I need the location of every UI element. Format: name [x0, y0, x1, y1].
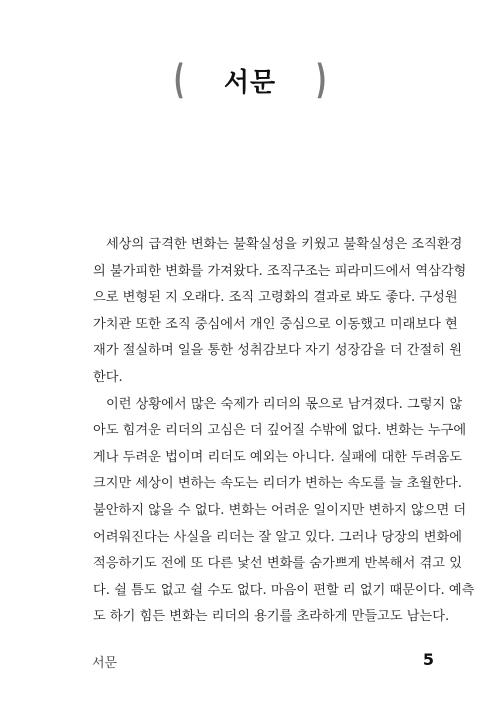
text-line: 가치관 또한 조직 중심에서 개인 중심으로 이동했고 미래보다 현: [93, 316, 458, 332]
paragraph-2: [93, 392, 475, 631]
text-line: 아도 힘겨운 리더의 고심은 더 깊어질 수밖에 없다. 변화는 누구에: [93, 423, 467, 439]
text-line: 한다.: [93, 369, 123, 385]
right-bracket-ornament: ): [315, 57, 327, 103]
text-line: 으로 변형된 지 오래다. 조직 고령화의 결과로 봐도 좋다. 구성원: [93, 290, 458, 306]
text-line: 의 불가피한 변화를 가져왔다. 조직구조는 피라미드에서 역삼각형: [93, 263, 467, 279]
text-line: 게나 두려운 법이며 리더도 예외는 아니다. 실패에 대한 두려움도: [93, 449, 462, 465]
footer-section-label: 서문: [92, 656, 118, 671]
text-line: 도 하기 힘든 변화는 리더의 용기를 초라하게 만들고도 남는다.: [93, 609, 450, 625]
left-bracket-ornament: (: [173, 57, 185, 103]
page-title: 서문: [223, 67, 277, 98]
text-line: 크지만 세상이 변하는 속도는 리더가 변하는 속도를 늘 초월한다.: [93, 476, 462, 492]
text-line: 적응하기도 전에 또 다른 낯선 변화를 숨가쁘게 반복해서 겪고 있: [93, 556, 462, 572]
page-number: 5: [422, 650, 434, 669]
text-line: 세상의 급격한 변화는 불확실성을 키웠고 불확실성은 조직환경: [106, 237, 463, 252]
text-line: 어려워진다는 사실을 리더는 잘 알고 있다. 그러나 당장의 변화에: [93, 529, 462, 545]
paragraph-1: [93, 232, 467, 392]
text-line: 불안하지 않을 수 없다. 변화는 어려운 일이지만 변하지 않으면 더: [93, 502, 467, 518]
text-line: 다. 쉴 틈도 없고 쉴 수도 없다. 마음이 편할 리 없기 때문이다. 예측: [93, 582, 475, 598]
page-heading: [0, 52, 500, 108]
body-text: [93, 232, 475, 631]
text-line: 이런 상황에서 많은 숙제가 리더의 몫으로 남겨졌다. 그렇지 않: [106, 396, 463, 412]
text-line: 재가 절실하며 일을 통한 성취감보다 자기 성장감을 더 간절히 원: [93, 343, 462, 359]
